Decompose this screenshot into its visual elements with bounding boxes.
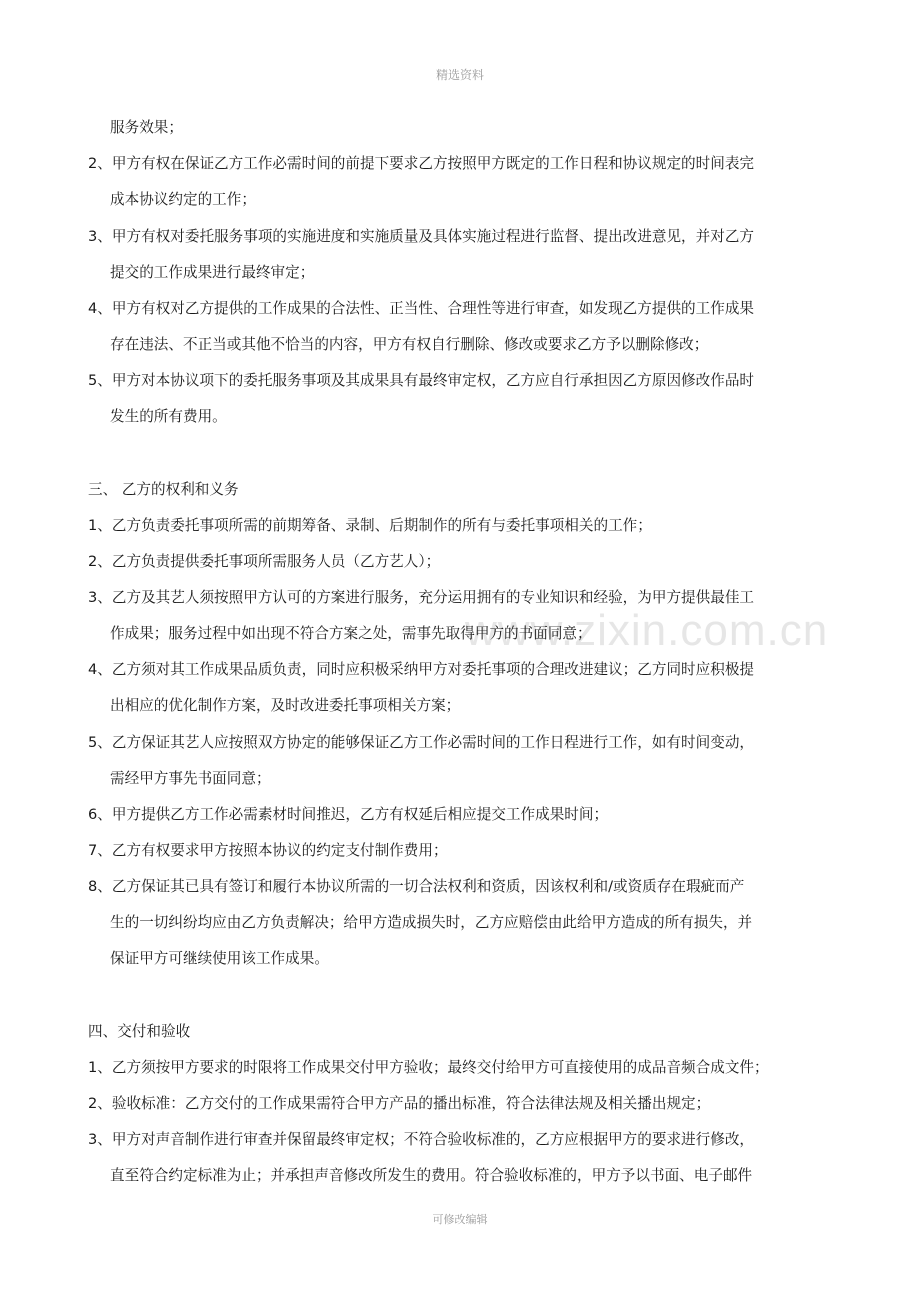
list-item-8-line2: 生的一切纠纷均应由乙方负责解决；给甲方造成损失时，乙方应赔偿由此给甲方造成的所有损失，并 <box>110 914 753 931</box>
list-item-3-line1: 3、甲方对声音制作进行审查并保留最终审定权；不符合验收标准的，乙方应根据甲方的要求进行修改， <box>88 1131 755 1148</box>
list-item-5-line2: 需经甲方事先书面同意； <box>110 770 271 787</box>
list-item-4-line2: 存在违法、不正当或其他不恰当的内容，甲方有权自行删除、修改或要求乙方予以删除修改； <box>110 336 709 353</box>
list-item-4-line2: 出相应的优化制作方案，及时改进委托事项相关方案； <box>110 697 461 714</box>
list-item-3-line2: 作成果；服务过程中如出现不符合方案之处，需事先取得甲方的书面同意； <box>110 625 592 642</box>
list-item-4-line1: 4、乙方须对其工作成果品质负责，同时应积极采纳甲方对委托事项的合理改进建议；乙方同时应积极提 <box>88 661 755 678</box>
list-item-3-line2: 直至符合约定标准为止；并承担声音修改所发生的费用。符合验收标准的，甲方予以书面、电子邮件 <box>110 1167 753 1184</box>
list-item-3-line1: 3、甲方有权对委托服务事项的实施进度和实施质量及具体实施过程进行监督、提出改进意见，并对乙方 <box>88 228 755 245</box>
page-header: 精选资料 <box>435 68 484 82</box>
list-item-5-line1: 5、乙方保证其艺人应按照双方协定的能够保证乙方工作必需时间的工作日程进行工作，如有时间变动， <box>88 734 755 751</box>
page-footer: 可修改编辑 <box>432 1213 488 1226</box>
list-item-2-line2: 成本协议约定的工作； <box>110 191 256 208</box>
list-item-2-line1: 2、甲方有权在保证乙方工作必需时间的前提下要求乙方按照甲方既定的工作日程和协议规定的时间表完 <box>88 155 755 172</box>
list-item-6: 6、甲方提供乙方工作必需素材时间推迟，乙方有权延后相应提交工作成果时间； <box>88 806 609 823</box>
list-item-7: 7、乙方有权要求甲方按照本协议的约定支付制作费用； <box>88 842 448 859</box>
paragraph-line: 服务效果； <box>110 119 183 136</box>
list-item-5-line2: 发生的所有费用。 <box>110 408 227 425</box>
list-item-4-line1: 4、甲方有权对乙方提供的工作成果的合法性、正当性、合理性等进行审查，如发现乙方提供的工作成果 <box>88 300 755 317</box>
list-item-8-line3: 保证甲方可继续使用该工作成果。 <box>110 950 329 967</box>
list-item-3-line1: 3、乙方及其艺人须按照甲方认可的方案进行服务，充分运用拥有的专业知识和经验，为甲方提供最佳工 <box>88 589 755 606</box>
list-item-8-line1: 8、乙方保证其已具有签订和履行本协议所需的一切合法权利和资质，因该权利和/或资质存在瑕疵而产 <box>88 878 745 895</box>
list-item-1: 1、乙方负责委托事项所需的前期筹备、录制、后期制作的所有与委托事项相关的工作； <box>88 517 652 534</box>
watermark: www.zixin.com.cn <box>465 606 829 655</box>
list-item-5-line1: 5、甲方对本协议项下的委托服务事项及其成果具有最终审定权，乙方应自行承担因乙方原因修改作品时 <box>88 372 755 389</box>
list-item-3-line2: 提交的工作成果进行最终审定； <box>110 264 315 281</box>
section-heading-3: 三、 乙方的权利和义务 <box>88 481 239 498</box>
section-heading-4: 四、交付和验收 <box>88 1023 191 1040</box>
list-item-2: 2、乙方负责提供委托事项所需服务人员（乙方艺人）； <box>88 553 441 570</box>
list-item-2: 2、验收标准：乙方交付的工作成果需符合甲方产品的播出标准，符合法律法规及相关播出规定； <box>88 1095 711 1112</box>
list-item-1: 1、乙方须按甲方要求的时限将工作成果交付甲方验收；最终交付给甲方可直接使用的成品音频合成文件； <box>88 1059 769 1076</box>
